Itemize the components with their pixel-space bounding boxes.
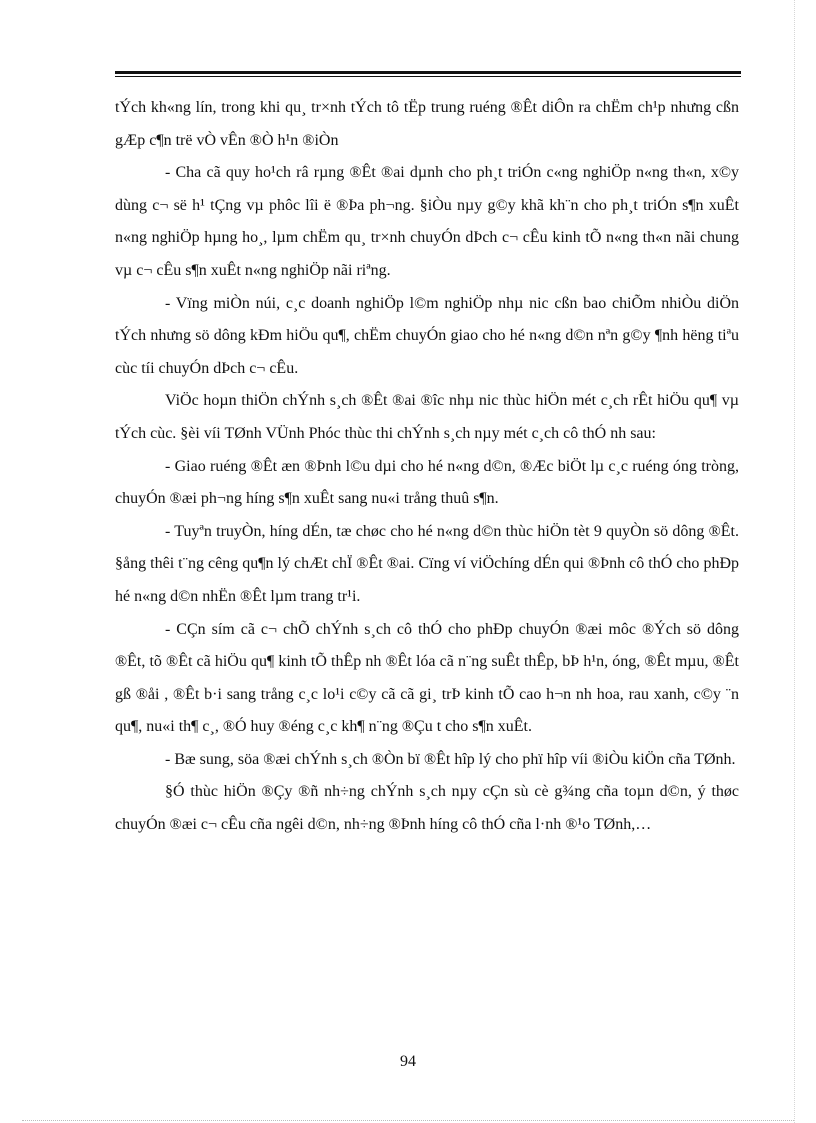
- page-right-border: [794, 0, 795, 1123]
- page-number: 94: [400, 1053, 416, 1070]
- paragraph-3: - Vïng miÒn núi, c¸c doanh nghiÖp l©m nghiÖp nhµ nic cßn bao chiÕm nhiÒu diÖn tÝch nhưng sö dông kÐm hiÖu qu¶, chËm chuyÓn giao cho hé n«ng d©n nªn g©y ¶nh hëng tiªu cùc tíi chuyÓn dÞch c¬ cÊu.: [115, 294, 739, 377]
- header-rule-thick: [115, 71, 741, 74]
- body-text: [115, 92, 739, 842]
- paragraph-2: - Cha cã quy ho¹ch râ rµng ®Êt ®ai dµnh cho ph¸t triÓn c«ng nghiÖp n«ng th«n, x©y dùng c¬ së h¹ tÇng vµ phôc lîi ë ®Þa ph¬ng. §iÒu nµy g©y khã kh¨n cho ph¸t triÓn s¶n xuÊt n«ng nghiÖp hµng ho¸, lµm chËm qu¸ tr×nh chuyÓn dÞch c¬ cÊu kinh tÕ n«ng th«n nãi chung vµ c¬ cÊu s¶n xuÊt n«ng nghiÖp nãi riªng.: [115, 164, 739, 279]
- header-rule-thin: [115, 76, 741, 77]
- paragraph-4: ViÖc hoµn thiÖn chÝnh s¸ch ®Êt ®ai ®îc nhµ nic thùc hiÖn mét c¸ch rÊt hiÖu qu¶ vµ tÝch cùc. §èi víi TØnh VÜnh Phóc thùc thi chÝnh s¸ch nµy mét c¸ch cô thÓ nh sau:: [115, 392, 739, 442]
- page-bottom-border: [22, 1120, 794, 1121]
- paragraph-5: - Giao ruéng ®Êt æn ®Þnh l©u dµi cho hé n«ng d©n, ®Æc biÖt lµ c¸c ruéng óng tròng, chuyÓn ®æi ph¬ng híng s¶n xuÊt sang nu«i trång thuû s¶n.: [115, 457, 739, 508]
- paragraph-1: tÝch kh«ng lín, trong khi qu¸ tr×nh tÝch tô tËp trung ruéng ®Êt diÔn ra chËm ch¹p nhưng cßn gÆp c¶n trë vÒ vÊn ®Ò h¹n ®iÒn: [115, 99, 739, 149]
- paragraph-9: §Ó thùc hiÖn ®Çy ®ñ nh÷ng chÝnh s¸ch nµy cÇn sù cè g¾ng cña toµn d©n, ý thøc chuyÓn ®æi c¬ cÊu cña ngêi d©n, nh÷ng ®Þnh híng cô thÓ cña l·nh ®¹o TØnh,…: [115, 783, 739, 834]
- paragraph-7: - CÇn sím cã c¬ chÕ chÝnh s¸ch cô thÓ cho phÐp chuyÓn ®æi môc ®Ých sö dông ®Êt, tõ ®Êt cã hiÖu qu¶ kinh tÕ thÊp nh ®Êt lóa cã n¨ng suÊt thÊp, bÞ h¹n, óng, ®Êt mµu, ®Êt gß ®åi , ®Êt b·i sang trång c¸c lo¹i c©y cã cã gi¸ trÞ kinh tÕ cao h¬n nh hoa, rau xanh, c©y ¨n qu¶, nu«i th¶ c¸, ®Ó huy ®éng c¸c kh¶ n¨ng ®Çu t cho s¶n xuÊt.: [115, 620, 739, 736]
- paragraph-6: - Tuyªn truyÒn, híng dÉn, tæ chøc cho hé n«ng d©n thùc hiÖn tèt 9 quyÒn sö dông ®Êt. §ång thêi t¨ng cêng qu¶n lý chÆt chÏ ®Êt ®ai. Cïng ví viÖchíng dÉn qui ®Þnh cô thÓ cho phÐp hé n«ng d©n nhËn ®Êt lµm trang tr¹i.: [115, 522, 739, 605]
- paragraph-8: - Bæ sung, söa ®æi chÝnh s¸ch ®Òn bï ®Êt hîp lý cho phï hîp víi ®iÒu kiÖn cña TØnh.: [165, 750, 736, 768]
